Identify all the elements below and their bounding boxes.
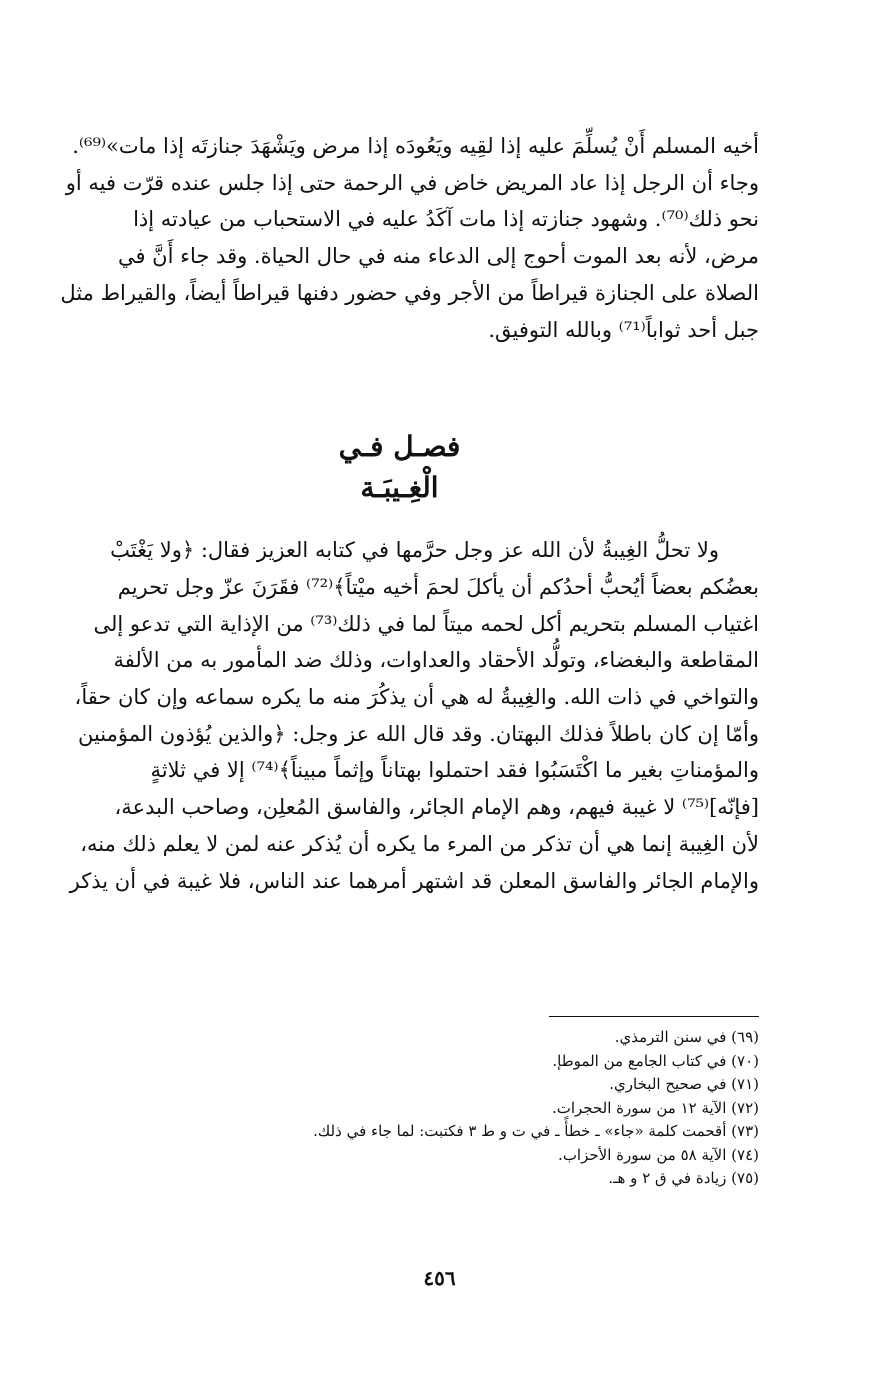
section-heading: [40, 426, 759, 508]
footnote-73: (٧٣) أقحمت كلمة «جاء» ـ خطأً ـ في ت و ط ٣ فكتبت: لما جاء في ذلك.: [313, 1122, 759, 1140]
intro-line: وجاء أن الرجل إذا عاد المريض خاض في الرحمة حتى إذا جلس عنده قرّت فيه أو: [65, 170, 759, 195]
footnote-divider: [549, 1016, 759, 1017]
page-content: [40, 128, 759, 899]
body-line: المقاطعة والبغضاء، وتولُّد الأحقاد والعداوات، وذلك ضد المأمور به من الألفة: [113, 648, 759, 673]
footnote-72: (٧٢) الآية ١٢ من سورة الحجرات.: [551, 1098, 759, 1117]
body-line: لأن الغِيبة إنما هي أن تذكر من المرء ما يكره أن يُذكر عنه لمن لا يعلم ذلك منه،: [80, 831, 759, 856]
body-line: والمؤمناتِ بغير ما اكْتَسَبُوا فقد احتملوا بهتاناً وإثماً مبيناً﴾⁽⁷⁴⁾ إلا في ثلاثةٍ: [150, 758, 759, 783]
intro-line: أخيه المسلم أَنْ يُسلِّمَ عليه إذا لقِيه ويَعُودَه إذا مرض ويَشْهَدَ جنازتَه إذا مات»⁽⁶⁹⁾.: [72, 134, 759, 158]
footnote-69: (٦٩) في سنن الترمذي.: [614, 1028, 759, 1046]
section-heading-line1: فصـل فـي: [338, 430, 461, 464]
section-heading-line2: الْغِـيبَـة: [360, 471, 439, 505]
intro-line: نحو ذلك⁽⁷⁰⁾. وشهود جنازته إذا مات آكَدُ عليه في الاستحباب من عيادته إذا: [133, 207, 759, 232]
footnotes: [119, 1026, 759, 1191]
page-number: ٤٥٦: [423, 1266, 456, 1290]
body-line: اغتياب المسلم بتحريم أكل لحمه ميتاً لما في ذلك⁽⁷³⁾ من الإذاية التي تدعو إلى: [93, 611, 759, 636]
intro-line: جبل أحد ثواباً⁽⁷¹⁾ وبالله التوفيق.: [488, 317, 759, 342]
body-line: بعضُكم بعضاً أيُحبُّ أحدُكم أن يأكلَ لحمَ أخيه ميْتاً﴾⁽⁷²⁾ فقَرَنَ عزّ وجل تحريم: [117, 574, 759, 599]
intro-line: مرض، لأنه بعد الموت أحوج إلى الدعاء منه في حال الحياة. وقد جاء أَنَّ في: [117, 244, 759, 269]
body-line: وأمّا إن كان باطلاً فذلك البهتان. وقد قال الله عز وجل: ﴿والذين يُؤذون المؤمنين: [77, 721, 759, 746]
footnote-70: (٧٠) في كتاب الجامع من الموطإ.: [552, 1051, 759, 1070]
footnote-71: (٧١) في صحيح البخاري.: [609, 1075, 759, 1093]
body-line: [فإنّه]⁽⁷⁵⁾ لا غيبة فيهم، وهم الإمام الجائر، والفاسق المُعلِن، وصاحب البدعة،: [114, 795, 759, 820]
body-line: والتواخي في ذات الله. والغِيبةُ له هي أن يذكُرَ منه ما يكره سماعه وإن كان حقاً،: [74, 685, 759, 710]
intro-line: الصلاة على الجنازة قيراطاً من الأجر وفي حضور دفنها قيراطاً أيضاً، والقيراط مثل: [60, 280, 759, 305]
footnote-74: (٧٤) الآية ٥٨ من سورة الأحزاب.: [558, 1145, 759, 1164]
body-line: والإمام الجائر والفاسق المعلن قد اشتهر أمرهما عند الناس، فلا غيبة في أن يذكر: [69, 868, 759, 893]
body-line: ولا تحلُّ الغِيبةُ لأن الله عز وجل حرَّمها في كتابه العزيز فقال: ﴿ولا يَغْتَبْ: [110, 538, 719, 563]
body-paragraph: [40, 532, 759, 899]
footnote-75: (٧٥) زيادة في ق ٢ و هـ.: [608, 1169, 759, 1187]
intro-paragraph: [40, 128, 759, 348]
